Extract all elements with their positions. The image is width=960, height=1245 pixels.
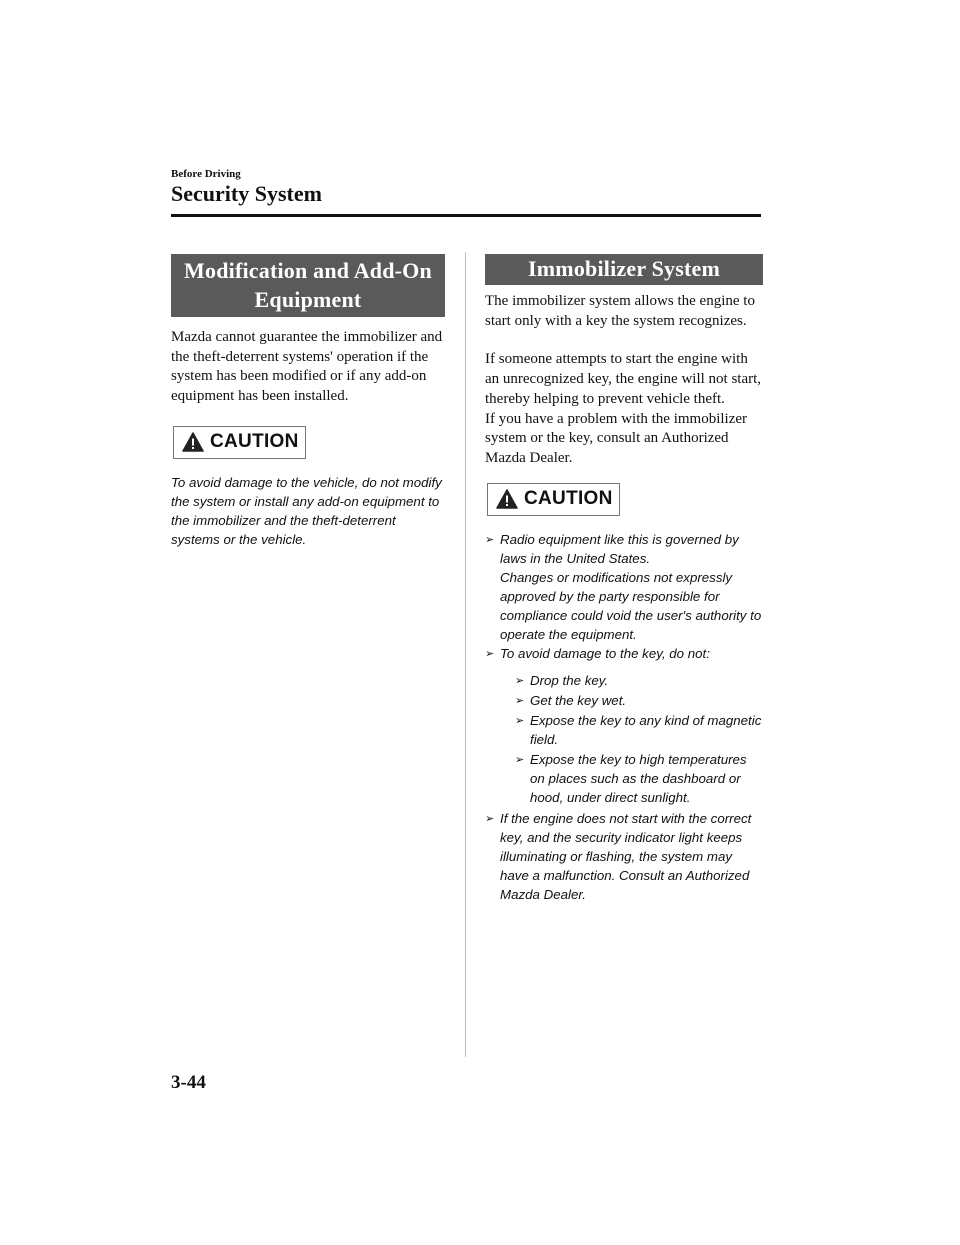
left-column bbox=[171, 254, 445, 549]
section-heading-immobilizer: Immobilizer System bbox=[485, 254, 763, 285]
caution-box-right bbox=[487, 483, 620, 516]
caution-label: CAUTION bbox=[524, 487, 613, 509]
arrow-bullet-icon: ➢ bbox=[485, 532, 495, 546]
list-item bbox=[515, 750, 763, 807]
bullet-1-line-1: Radio equipment like this is governed by laws in the United States. bbox=[500, 531, 739, 566]
heading-line-2: Equipment bbox=[254, 287, 362, 312]
sub-bullet-text: Expose the key to high temperatures on places such as the dashboard or hood, under direct sunlight. bbox=[530, 751, 747, 805]
section-heading-modification bbox=[171, 254, 445, 317]
warning-triangle-icon bbox=[496, 489, 518, 509]
arrow-bullet-icon: ➢ bbox=[485, 646, 495, 660]
list-item bbox=[515, 711, 763, 749]
page-title: Security System bbox=[171, 181, 322, 206]
immobilizer-para-2: If someone attempts to start the engine with an unrecognized key, the engine will not start, thereby helping to prevent vehicle theft. bbox=[485, 351, 762, 407]
arrow-bullet-icon: ➢ bbox=[515, 713, 525, 727]
caution-box-left bbox=[173, 426, 306, 459]
breadcrumb: Before Driving bbox=[171, 168, 241, 180]
sub-bullets bbox=[515, 671, 763, 807]
right-column bbox=[485, 254, 763, 904]
modification-body: Mazda cannot guarantee the immobilizer and the theft-deterrent systems' operation if the system has been modified or if any add-on equipment has been installed. bbox=[171, 329, 443, 405]
list-item bbox=[485, 644, 763, 807]
header-rule bbox=[171, 214, 761, 217]
list-item bbox=[485, 530, 763, 644]
caution-label: CAUTION bbox=[210, 430, 299, 452]
sub-bullet-text: Drop the key. bbox=[530, 672, 609, 688]
page-number: 3-44 bbox=[171, 1072, 206, 1093]
arrow-bullet-icon: ➢ bbox=[515, 693, 525, 707]
list-item bbox=[515, 691, 763, 710]
warning-triangle-icon bbox=[182, 432, 204, 452]
arrow-bullet-icon: ➢ bbox=[485, 811, 495, 825]
list-item bbox=[515, 671, 763, 690]
arrow-bullet-icon: ➢ bbox=[515, 673, 525, 687]
bullet-2-text: To avoid damage to the key, do not: bbox=[500, 645, 710, 661]
caution-bullets bbox=[485, 530, 763, 904]
sub-bullet-text: Expose the key to any kind of magnetic field. bbox=[530, 712, 762, 747]
bullet-3-text: If the engine does not start with the correct key, and the security indicator light keeps illuminating or flashing, the system may have a malfunction. Consult an Authorized Mazda Dealer. bbox=[500, 810, 752, 902]
arrow-bullet-icon: ➢ bbox=[515, 752, 525, 766]
heading-line-1: Modification and Add-On bbox=[184, 258, 432, 283]
caution-text-left: To avoid damage to the vehicle, do not modify the system or install any add-on equipment to the immobilizer and the theft-deterrent systems or the vehicle. bbox=[171, 474, 442, 547]
sub-bullet-text: Get the key wet. bbox=[530, 692, 627, 708]
column-divider bbox=[465, 252, 466, 1057]
bullet-1-line-2: Changes or modifications not expressly approved by the party responsible for compliance could void the user's authority to operate the equipment. bbox=[500, 569, 762, 642]
immobilizer-para-3: If you have a problem with the immobilizer system or the key, consult an Authorized Mazda Dealer. bbox=[485, 410, 748, 466]
immobilizer-para-1: The immobilizer system allows the engine to start only with a key the system recognizes. bbox=[485, 293, 755, 329]
list-item bbox=[485, 809, 763, 904]
